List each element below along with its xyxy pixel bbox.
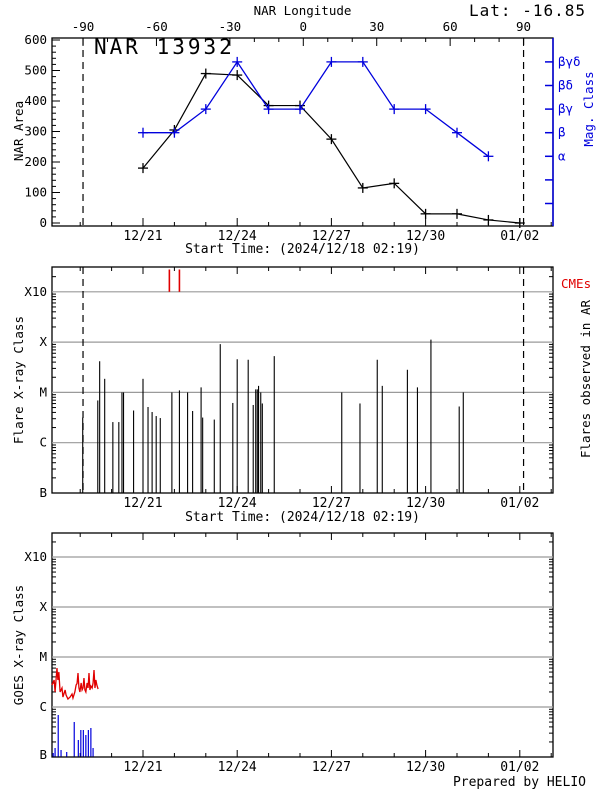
goes-class-tick-label: X bbox=[39, 599, 47, 614]
y-axis-label-flare-class: Flare X-ray Class bbox=[10, 316, 26, 444]
date-tick-label: 01/02 bbox=[500, 760, 540, 775]
chart-title: NAR 13932 bbox=[94, 35, 235, 59]
flare-class-tick-label: B bbox=[39, 485, 47, 500]
mag-class-tick-label: α bbox=[558, 148, 566, 164]
longitude-tick-label: 30 bbox=[369, 19, 385, 34]
prepared-by-label: Prepared by HELIO bbox=[452, 775, 586, 790]
flare-class-tick-label: M bbox=[39, 384, 47, 400]
panel-flares bbox=[24, 267, 553, 511]
goes-class-tick-label: X10 bbox=[24, 549, 47, 564]
longitude-tick-label: -90 bbox=[71, 19, 95, 34]
panel-goes bbox=[24, 533, 553, 775]
flare-class-tick-label: C bbox=[39, 434, 47, 450]
start-time-label-top: Start Time: (2024/12/18 02:19) bbox=[185, 242, 420, 257]
mag-class-line bbox=[143, 62, 488, 156]
date-tick-label: 12/27 bbox=[311, 496, 351, 511]
area-tick-label: 400 bbox=[24, 93, 47, 108]
right-axis-label-mag-class: Mag. Class bbox=[580, 71, 596, 147]
date-tick-label: 12/30 bbox=[406, 229, 446, 244]
goes-xray-curve bbox=[52, 668, 98, 699]
latitude-label: Lat: -16.85 bbox=[469, 1, 586, 20]
area-tick-label: 500 bbox=[24, 62, 47, 78]
date-tick-label: 12/24 bbox=[217, 496, 257, 511]
area-tick-label: 100 bbox=[24, 184, 47, 200]
area-tick-label: 300 bbox=[24, 123, 47, 139]
mag-class-tick-label: βδ bbox=[558, 77, 574, 93]
flare-class-tick-label: X10 bbox=[24, 283, 47, 299]
date-tick-label: 12/21 bbox=[123, 496, 163, 511]
date-tick-label: 12/24 bbox=[217, 760, 257, 775]
area-tick-label: 200 bbox=[24, 154, 47, 169]
area-tick-label: 600 bbox=[24, 32, 47, 47]
flare-class-tick-label: X bbox=[39, 334, 47, 350]
longitude-tick-label: -30 bbox=[218, 19, 242, 34]
date-tick-label: 01/02 bbox=[500, 496, 540, 511]
date-tick-label: 12/27 bbox=[311, 229, 351, 244]
longitude-tick-label: 0 bbox=[299, 19, 308, 34]
mag-class-tick-label: βγδ bbox=[558, 53, 581, 69]
longitude-tick-label: 90 bbox=[516, 19, 532, 34]
mag-class-tick-label: β bbox=[558, 124, 566, 140]
date-tick-label: 12/30 bbox=[406, 496, 446, 511]
top-axis-title: NAR Longitude bbox=[253, 3, 352, 18]
y-axis-label-goes: GOES X-ray Class bbox=[10, 584, 26, 706]
goes-class-tick-label: C bbox=[39, 699, 47, 714]
mag-class-tick-label: βγ bbox=[558, 101, 574, 117]
date-tick-label: 12/30 bbox=[406, 760, 446, 775]
y-axis-label-nar-area: NAR Area bbox=[10, 100, 26, 162]
date-tick-label: 12/27 bbox=[311, 760, 351, 775]
longitude-tick-label: 60 bbox=[442, 19, 458, 34]
date-tick-label: 01/02 bbox=[500, 229, 540, 244]
longitude-tick-label: -60 bbox=[145, 19, 168, 34]
start-time-label-middle: Start Time: (2024/12/18 02:19) bbox=[185, 510, 420, 525]
goes-class-tick-label: B bbox=[39, 747, 47, 762]
goes-class-tick-label: M bbox=[39, 649, 47, 664]
right-axis-label-flares-observed: Flares observed in AR bbox=[577, 299, 593, 459]
area-tick-label: 0 bbox=[39, 215, 47, 230]
cme-label: CMEs bbox=[561, 276, 592, 291]
date-tick-label: 12/21 bbox=[123, 760, 163, 775]
date-tick-label: 12/24 bbox=[217, 229, 257, 244]
date-tick-label: 12/21 bbox=[123, 229, 163, 244]
nar-area-line bbox=[143, 74, 520, 223]
